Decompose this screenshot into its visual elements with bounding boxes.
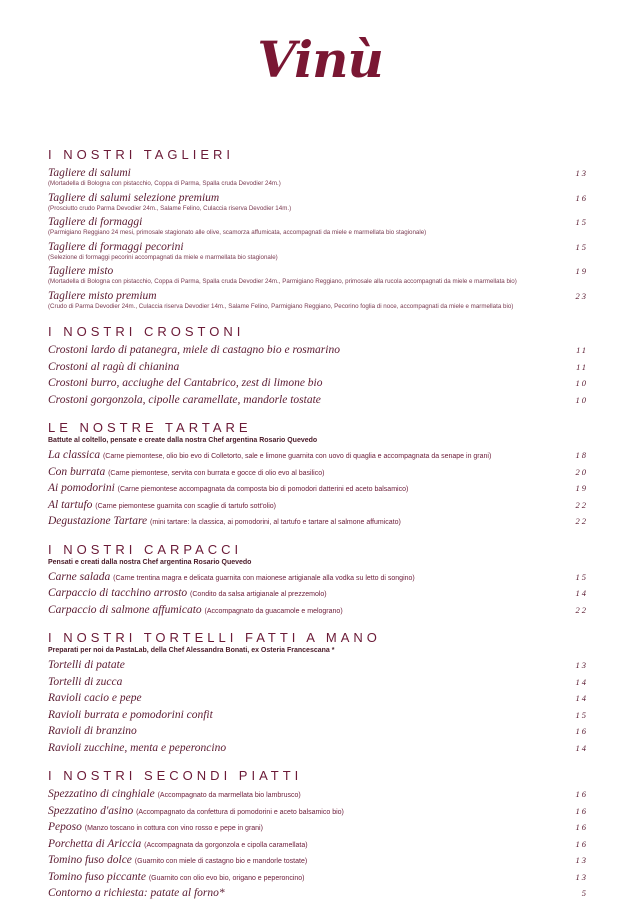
item-price: 22: [575, 499, 588, 510]
menu-section: [48, 147, 592, 314]
item-name: Tortelli di patate: [48, 659, 125, 671]
menu-list: [48, 147, 592, 914]
menu-item: [48, 871, 592, 888]
item-list: [48, 449, 592, 532]
item-name: Crostoni al ragù di chianina: [48, 360, 180, 373]
item-name-line: [48, 216, 562, 229]
item-price: 14: [575, 588, 588, 598]
menu-item: [48, 499, 592, 516]
section-title: I NOSTRI TORTELLI FATTI A MANO: [48, 630, 381, 645]
item-list: [48, 788, 592, 904]
item-price: 22: [575, 604, 588, 615]
item-price: 16: [575, 789, 588, 799]
item-description: (Mortadella di Bologna con pistacchio, Coppa di Parma, Spalla cruda Devodier 24m., Parmigiano Reggiano, primosale alla rucola accompagnati da miele e marmellata bio): [48, 278, 517, 285]
item-name: Tagliere misto: [48, 265, 114, 277]
item-price: 13: [575, 660, 588, 670]
item-name: Contorno a richiesta: patate al forno*: [48, 887, 225, 899]
item-name-line: [48, 449, 562, 463]
menu-item: [48, 192, 592, 217]
item-list: [48, 571, 592, 621]
item-name-line: [48, 676, 562, 689]
menu-section: [48, 542, 592, 621]
item-name: Carpaccio di tacchino arrosto: [48, 587, 188, 599]
item-name-line: [48, 725, 562, 738]
item-name: Degustazione Tartare: [48, 515, 148, 527]
item-name-line: [48, 742, 562, 755]
item-price: 15: [575, 571, 588, 582]
item-name: Tagliere di formaggi: [48, 216, 143, 228]
item-name: Ravioli di branzino: [48, 725, 137, 737]
item-price: 14: [575, 742, 588, 753]
item-description: (Prosciutto crudo Parma Devodier 24m., Salame Felino, Culaccia riserva Devodier 14m.): [48, 204, 292, 212]
item-description: (Guarnito con miele di castagno bio e mandorle tostate): [134, 858, 308, 865]
menu-item: [48, 838, 592, 855]
item-description: (Manzo toscano in cottura con vino rosso e pepe in grani): [84, 825, 263, 832]
item-name: Spezzatino di cinghiale: [48, 788, 155, 800]
item-name-line: [48, 482, 562, 496]
item-name: Ravioli burrata e pomodorini confit: [48, 708, 213, 721]
menu-item: [48, 604, 592, 621]
item-price: 18: [575, 450, 588, 460]
menu-item: [48, 216, 592, 241]
item-price: 11: [576, 345, 588, 355]
section-subtitle: Preparati per noi da PastaLab, della Chef Alessandra Bonati, ex Osteria Francescana *: [48, 647, 335, 654]
item-name-line: [48, 344, 562, 357]
section-subtitle: Pensati e creati dalla nostra Chef argentina Rosario Quevedo: [48, 558, 252, 566]
item-price: 13: [575, 168, 588, 178]
item-name: Tagliere misto premium: [48, 289, 157, 302]
item-price: 10: [575, 394, 588, 405]
menu-item: [48, 676, 592, 693]
menu-item: [48, 515, 592, 532]
menu-item: [48, 361, 592, 378]
item-name: Tagliere di formaggi pecorini: [48, 240, 184, 253]
item-price: 20: [575, 466, 588, 477]
item-name-line: [48, 659, 562, 672]
item-description: (Selezione di formaggi pecorini accompagnati da miele e marmellata bio stagionale): [48, 253, 278, 261]
item-name-line: [48, 167, 562, 180]
item-name: Tomino fuso piccante: [48, 870, 146, 883]
item-description: (Carne trentina magra e delicata guarnita con maionese artigianale alla vodka su letto di songino): [113, 574, 415, 582]
menu-item: [48, 290, 592, 315]
item-list: [48, 167, 592, 314]
menu-section: [48, 768, 592, 904]
item-description: (Crudo di Parma Devodier 24m., Culaccia riserva Devodier 14m., Salame Felino, Parmigiano Reggiano, Pecorino foglia di noce, accompagnati da miele e marmellata bio): [48, 302, 514, 310]
item-name-line: [48, 821, 562, 835]
item-price: 16: [575, 805, 588, 816]
item-price: 16: [575, 838, 588, 849]
item-price: 16: [575, 726, 588, 736]
item-description: (Mortadella di Bologna con pistacchio, Coppa di Parma, Spalla cruda Devodier 24m.): [48, 180, 281, 187]
item-name-line: [48, 871, 562, 885]
item-name: Crostoni gorgonzola, cipolle caramellate, mandorle tostate: [48, 393, 321, 406]
item-name-line: [48, 466, 562, 480]
item-price: 14: [575, 693, 588, 703]
item-price: 15: [575, 241, 588, 252]
item-name: Al tartufo: [48, 498, 93, 511]
item-name-line: [48, 265, 562, 278]
item-name: Ravioli zucchine, menta e peperoncino: [48, 741, 227, 754]
item-name: La classica: [48, 449, 101, 461]
item-description: (Accompagnato da marmellata bio lambrusco): [157, 792, 301, 799]
item-price: 13: [575, 855, 588, 865]
section-subtitle: Battute al coltello, pensate e create dalla nostra Chef argentina Rosario Quevedo: [48, 437, 318, 444]
item-price: 11: [576, 361, 588, 372]
section-title: I NOSTRI CROSTONI: [48, 324, 245, 339]
item-name: Carpaccio di salmone affumicato: [48, 603, 202, 616]
item-name-line: [48, 394, 562, 407]
menu-item: [48, 587, 592, 604]
section-title: I NOSTRI TAGLIERI: [48, 147, 234, 162]
item-price: 13: [575, 871, 588, 882]
item-name-line: [48, 692, 562, 705]
item-name-line: [48, 805, 562, 819]
menu-item: [48, 805, 592, 822]
item-name-line: [48, 854, 562, 868]
menu-item: [48, 394, 592, 411]
menu-item: [48, 571, 592, 588]
item-name: Peposo: [48, 821, 82, 833]
item-name: Porchetta di Ariccia: [48, 837, 142, 850]
menu-item: [48, 466, 592, 483]
menu-item: [48, 377, 592, 394]
item-description: (Accompagnato da confettura di pomodorini e aceto balsamico bio): [136, 808, 344, 816]
item-name-line: [48, 887, 562, 900]
brand-logo: Vinù: [257, 30, 383, 89]
menu-item: [48, 167, 592, 192]
item-price: 16: [575, 822, 588, 832]
item-name-line: [48, 838, 562, 852]
menu-item: [48, 788, 592, 805]
item-name-line: [48, 241, 562, 254]
section-title: LE NOSTRE TARTARE: [48, 420, 252, 435]
item-price: 15: [575, 709, 588, 720]
item-description: (Guarnito con olio evo bio, origano e peperoncino): [148, 874, 305, 882]
item-price: 15: [575, 217, 588, 227]
item-name: Spezzatino d'asino: [48, 804, 134, 817]
menu-section: [48, 420, 592, 532]
item-price: 14: [575, 676, 588, 687]
item-name-line: [48, 192, 562, 205]
item-name-line: [48, 709, 562, 722]
menu-item: [48, 344, 592, 361]
item-name-line: [48, 377, 562, 390]
item-name: Carne salada: [48, 570, 111, 583]
item-list: [48, 344, 592, 410]
menu-item: [48, 887, 592, 904]
item-description: (mini tartare: la classica, ai pomodorini, al tartufo e tartare al salmone affumicato): [150, 519, 401, 526]
item-name: Tagliere di salumi selezione premium: [48, 191, 220, 204]
item-name-line: [48, 499, 562, 513]
item-description: (Condito da salsa artigianale al prezzemolo): [190, 591, 327, 598]
menu-item: [48, 742, 592, 759]
item-name-line: [48, 604, 562, 618]
item-name-line: [48, 515, 562, 529]
section-title: I NOSTRI SECONDI PIATTI: [48, 768, 303, 783]
item-price: 23: [575, 290, 588, 301]
item-name-line: [48, 571, 562, 585]
menu-item: [48, 709, 592, 726]
item-description: (Carne piemontese accompagnata da composta bio di pomodori datterini ed aceto balsamico): [117, 486, 409, 493]
item-description: (Accompagnata da gorgonzola e cipolla caramellata): [144, 841, 308, 849]
item-name: Crostoni burro, acciughe del Cantabrico, zest di limone bio: [48, 377, 323, 389]
item-name: Ravioli cacio e pepe: [48, 692, 142, 704]
menu-item: [48, 854, 592, 871]
menu-item: [48, 449, 592, 466]
item-price: 19: [575, 266, 588, 276]
item-price: 22: [575, 516, 588, 526]
item-name: Tomino fuso dolce: [48, 854, 132, 866]
item-name: Tagliere di salumi: [48, 167, 131, 179]
item-name: Con burrata: [48, 465, 106, 478]
item-name-line: [48, 587, 562, 601]
item-price: 5: [581, 888, 588, 898]
menu-item: [48, 725, 592, 742]
item-description: (Carne piemontese, servita con burrata e gocce di olio evo al basilico): [108, 469, 325, 477]
menu-item: [48, 241, 592, 266]
menu-section: [48, 630, 592, 758]
item-name-line: [48, 290, 562, 303]
menu-item: [48, 821, 592, 838]
item-description: (Carne piemontese, olio bio evo di Colletorto, sale e limone guarnita con uovo di quaglia e accompagnata da senape in grani): [102, 453, 492, 460]
item-name: Ai pomodorini: [48, 482, 115, 494]
item-price: 10: [575, 378, 588, 388]
menu-item: [48, 265, 592, 290]
item-price: 19: [575, 483, 588, 493]
menu-section: [48, 324, 592, 410]
item-price: 16: [575, 192, 588, 203]
item-name-line: [48, 361, 562, 374]
item-description: (Carne piemontese guarnita con scaglie di tartufo sott'olio): [95, 502, 276, 510]
item-description: (Parmigiano Reggiano 24 mesi, primosale stagionato alle olive, scamorza affumicata, accompagnati da miele e marmellata bio stagionale): [48, 229, 427, 236]
item-name-line: [48, 788, 562, 802]
menu-item: [48, 659, 592, 676]
item-name: Crostoni lardo di patanegra, miele di castagno bio e rosmarino: [48, 344, 340, 356]
item-list: [48, 659, 592, 758]
menu-item: [48, 482, 592, 499]
menu-item: [48, 692, 592, 709]
item-name: Tortelli di zucca: [48, 675, 123, 688]
item-description: (Accompagnato da guacamole e melograno): [204, 607, 343, 615]
section-title: I NOSTRI CARPACCI: [48, 541, 243, 557]
